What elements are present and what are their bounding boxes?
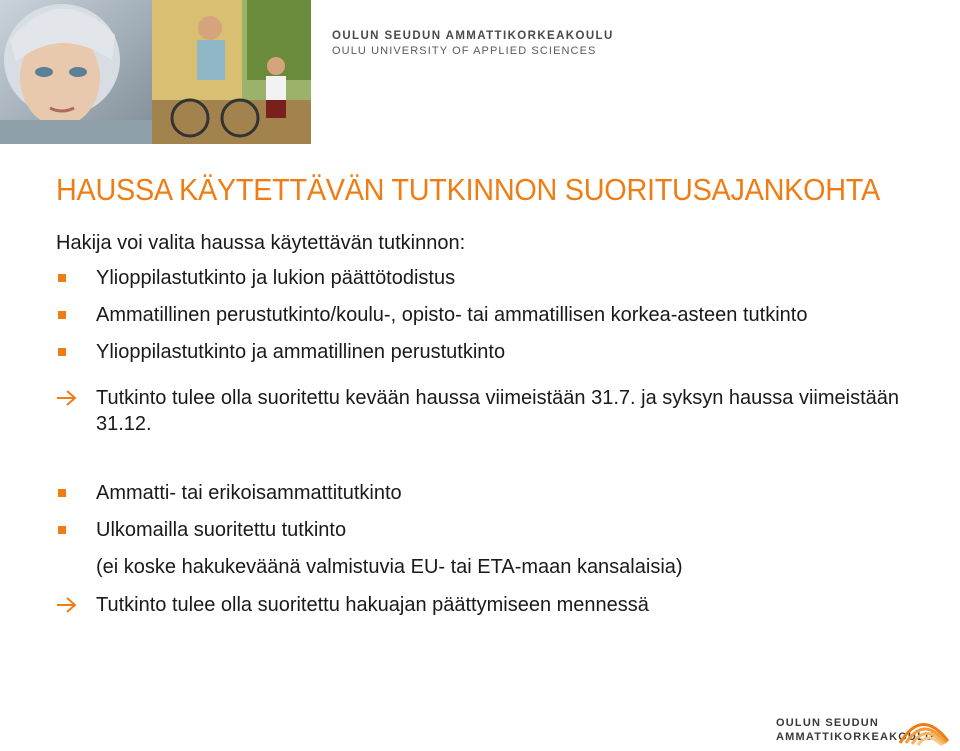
bullet-text: Ylioppilastutkinto ja ammatillinen perustutkinto (96, 341, 506, 363)
note-text: (ei koske hakukeväänä valmistuvia EU- tai ETA-maan kansalaisia) (96, 556, 683, 578)
bullet-text: Ammatillinen perustutkinto/koulu-, opisto- tai ammatillisen korkea-asteen tutkinto (96, 304, 808, 326)
arrow-right-icon (56, 389, 78, 407)
bullet-text: Ammatti- tai erikoisammattitutkinto (96, 482, 402, 504)
bullet-text: Ulkomailla suoritettu tutkinto (96, 519, 347, 541)
bullet-item (56, 517, 936, 543)
slide-content (56, 230, 936, 630)
footer-logo (732, 703, 952, 747)
fan-logo-icon (896, 703, 952, 747)
slide-title: HAUSSA KÄYTETTÄVÄN TUTKINNON SUORITUSAJANKOHTA (56, 172, 880, 207)
bullet-item (56, 265, 936, 291)
bullet-item (56, 339, 936, 365)
bullet-text: Ylioppilastutkinto ja lukion päättötodistus (96, 267, 456, 289)
square-bullet-icon (58, 311, 66, 319)
university-name-en: OULU UNIVERSITY OF APPLIED SCIENCES (332, 45, 597, 57)
university-name-fi: OULUN SEUDUN AMMATTIKORKEAKOULU (332, 30, 614, 42)
footer-logo-line2: AMMATTIKORKEAKOULU (776, 731, 935, 743)
arrow-text: Tutkinto tulee olla suoritettu hakuajan päättymiseen mennessä (96, 594, 649, 616)
square-bullet-icon (58, 526, 66, 534)
footer-logo-line1: OULUN SEUDUN (776, 717, 880, 729)
square-bullet-icon (58, 348, 66, 356)
arrow-item (56, 592, 936, 618)
bullet-item (56, 302, 936, 328)
spacer (56, 449, 936, 480)
square-bullet-icon (58, 489, 66, 497)
square-bullet-icon (58, 274, 66, 282)
bullet-item (56, 480, 936, 506)
header-photo-cyclists (152, 0, 311, 144)
intro-text: Hakija voi valita haussa käytettävän tutkinnon: (56, 232, 466, 254)
arrow-item (56, 385, 936, 437)
arrow-text: Tutkinto tulee olla suoritettu kevään haussa viimeistään 31.7. ja syksyn haussa viimeistään 31.12. (96, 387, 900, 435)
arrow-right-icon (56, 596, 78, 614)
header-photo-woman (0, 0, 152, 144)
university-header (332, 29, 614, 59)
